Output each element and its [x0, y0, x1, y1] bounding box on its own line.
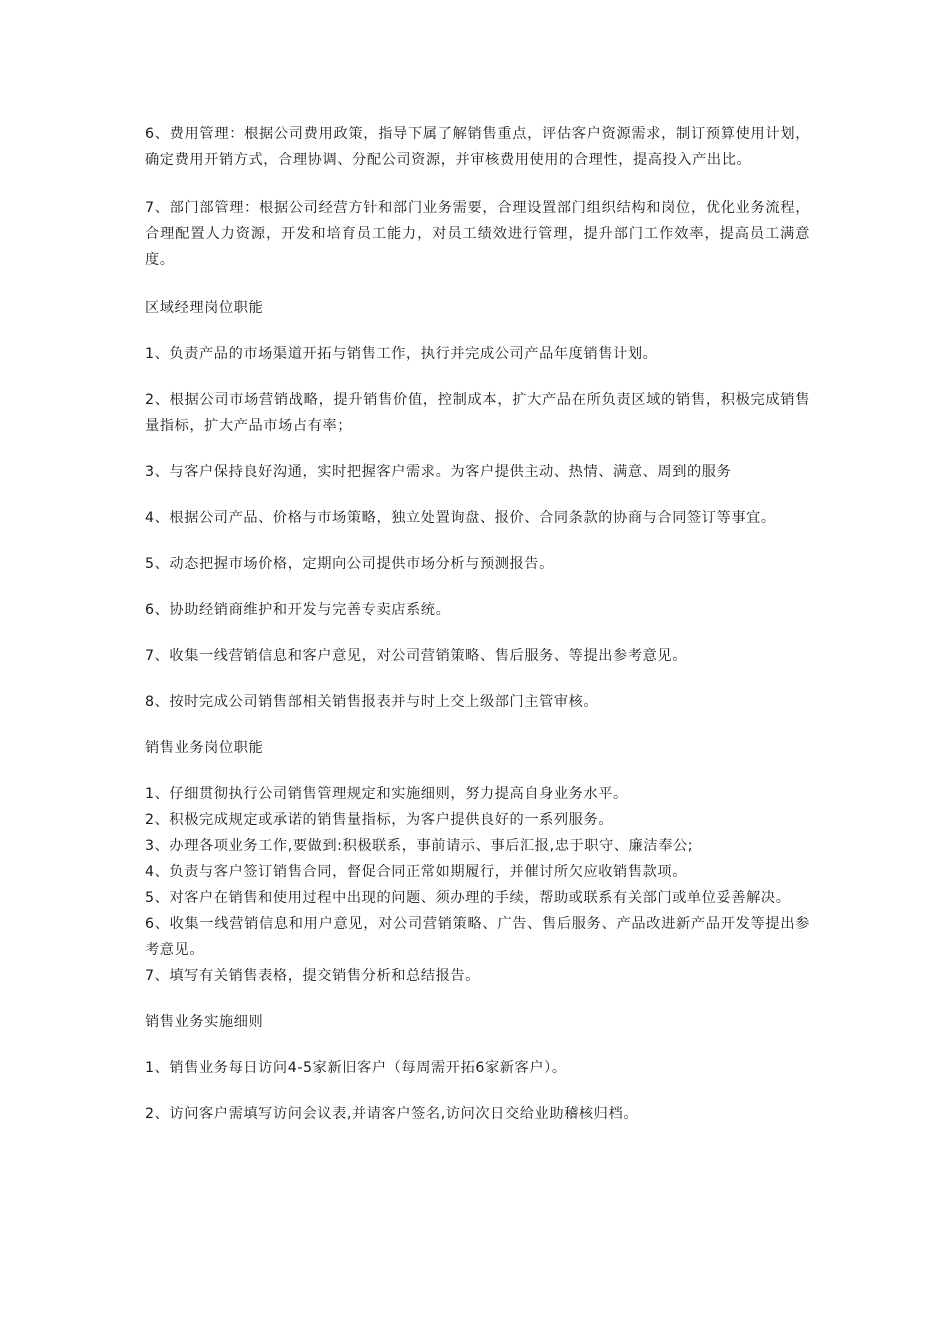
list-item: 2、积极完成规定或承诺的销售量指标，为客户提供良好的一系列服务。: [145, 812, 614, 828]
list-item: 4、根据公司产品、价格与市场策略，独立处置询盘、报价、合同条款的协商与合同签订等事宜。: [145, 510, 776, 526]
document-page: [145, 121, 810, 1147]
list-item: 2、访问客户需填写访问会议表,并请客户签名,访问次日交给业助稽核归档。: [145, 1106, 639, 1122]
list-item: 6、收集一线营销信息和用户意见，对公司营销策略、广告、售后服务、产品改进新产品开发等提出参考意见。: [145, 916, 810, 958]
paragraph-expense-management: 6、费用管理：根据公司费用政策，指导下属了解销售重点，评估客户资源需求，制订预算使用计划，确定费用开销方式，合理协调、分配公司资源，并审核费用使用的合理性，提高投入产出比。: [145, 126, 810, 168]
list-item: 3、与客户保持良好沟通，实时把握客户需求。为客户提供主动、热情、满意、周到的服务: [145, 464, 732, 480]
list-item: 8、按时完成公司销售部相关销售报表并与时上交上级部门主管审核。: [145, 694, 599, 710]
heading-sales-business: 销售业务岗位职能: [145, 740, 264, 756]
list-item: 4、负责与客户签订销售合同，督促合同正常如期履行，并催讨所欠应收销售款项。: [145, 864, 687, 880]
paragraph-department-management: 7、部门部管理：根据公司经营方针和部门业务需要，合理设置部门组织结构和岗位，优化业务流程，合理配置人力资源，开发和培育员工能力，对员工绩效进行管理，提升部门工作效率，提高员工满意度。: [145, 200, 810, 268]
heading-implementation-rules: 销售业务实施细则: [145, 1014, 264, 1030]
list-item: 2、根据公司市场营销战略，提升销售价值，控制成本，扩大产品在所负责区域的销售，积极完成销售量指标，扩大产品市场占有率；: [145, 392, 810, 434]
heading-regional-manager: 区域经理岗位职能: [145, 300, 264, 316]
list-item: 6、协助经销商维护和开发与完善专卖店系统。: [145, 602, 451, 618]
list-item: 7、填写有关销售表格，提交销售分析和总结报告。: [145, 968, 480, 984]
list-item: 5、动态把握市场价格，定期向公司提供市场分析与预测报告。: [145, 556, 554, 572]
list-item: 5、对客户在销售和使用过程中出现的问题、须办理的手续，帮助或联系有关部门或单位妥善解决。: [145, 890, 791, 906]
list-item: 1、负责产品的市场渠道开拓与销售工作，执行并完成公司产品年度销售计划。: [145, 346, 658, 362]
list-item: 1、仔细贯彻执行公司销售管理规定和实施细则，努力提高自身业务水平。: [145, 786, 628, 802]
list-item: 7、收集一线营销信息和客户意见，对公司营销策略、售后服务、等提出参考意见。: [145, 648, 687, 664]
list-item: 3、办理各项业务工作,要做到:积极联系，事前请示、事后汇报,忠于职守、廉洁奉公;: [145, 838, 694, 854]
list-item: 1、销售业务每日访问4-5家新旧客户（每周需开拓6家新客户）。: [145, 1060, 567, 1076]
